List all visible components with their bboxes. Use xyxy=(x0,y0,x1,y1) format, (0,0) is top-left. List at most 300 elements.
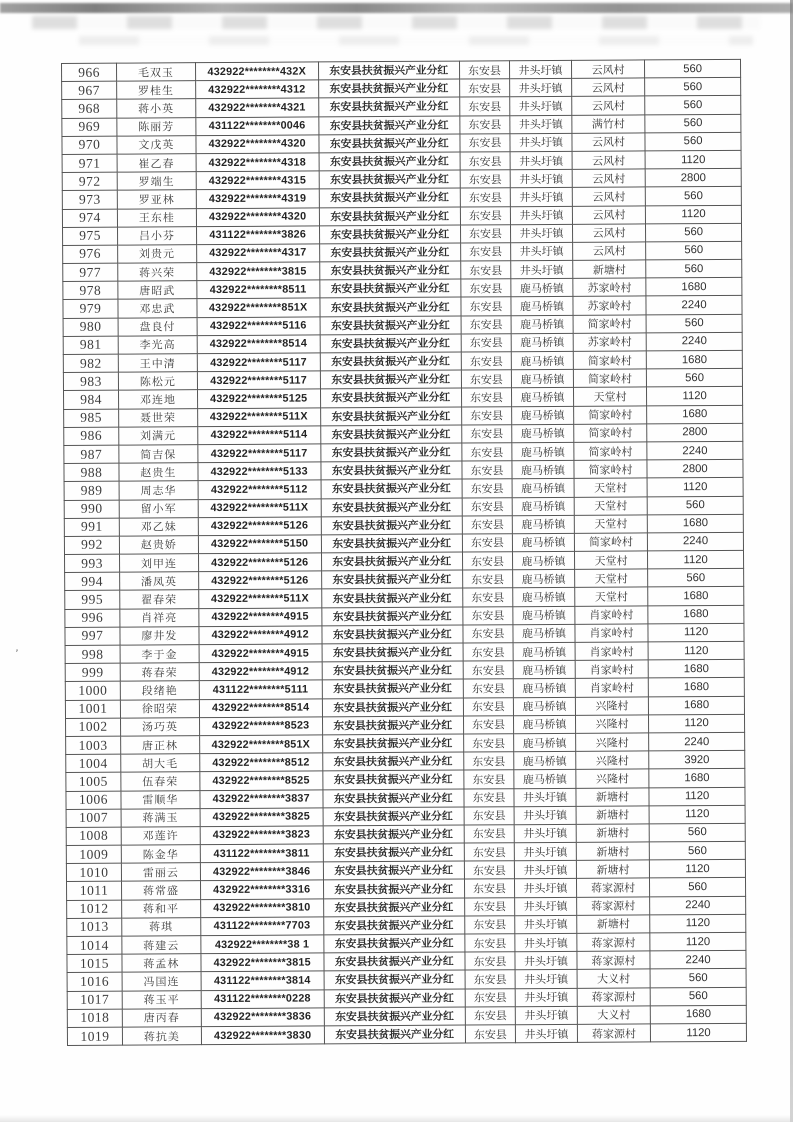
cell-village: 新塘村 xyxy=(576,806,649,825)
cell-county: 东安县 xyxy=(464,825,514,843)
cell-amount: 2800 xyxy=(647,459,743,478)
cell-row-number: 1006 xyxy=(66,791,121,810)
cell-town: 井头圩镇 xyxy=(510,133,572,152)
cell-village: 蒋家源村 xyxy=(576,878,649,897)
cell-name: 李光高 xyxy=(118,335,197,354)
cell-row-number: 996 xyxy=(65,609,120,628)
cell-amount: 1120 xyxy=(646,205,742,224)
cell-row-number: 1017 xyxy=(67,991,122,1010)
cell-amount: 560 xyxy=(646,314,742,333)
cell-row-number: 969 xyxy=(62,118,117,137)
cell-county: 东安县 xyxy=(461,315,511,333)
scan-artifact-top-streak xyxy=(0,3,793,13)
cell-village: 简家岭村 xyxy=(573,405,646,424)
cell-project-name: 东安县扶贫振兴产业分红 xyxy=(322,752,463,771)
cell-name: 吕小芬 xyxy=(117,226,196,245)
cell-county: 东安县 xyxy=(463,697,513,715)
cell-project-name: 东安县扶贫振兴产业分红 xyxy=(318,97,459,116)
cell-name: 王东桂 xyxy=(117,208,196,227)
cell-village: 兴隆村 xyxy=(575,715,648,734)
cell-county: 东安县 xyxy=(460,152,510,170)
cell-id-number: 432922********5150 xyxy=(198,535,321,554)
cell-town: 井头圩镇 xyxy=(510,97,572,116)
cell-name: 陈松元 xyxy=(118,372,197,391)
cell-village: 云风村 xyxy=(571,78,644,97)
cell-row-number: 978 xyxy=(63,281,118,300)
cell-town: 鹿马桥镇 xyxy=(513,661,575,680)
cell-id-number: 432922********4320 xyxy=(196,207,319,226)
cell-town: 井头圩镇 xyxy=(510,60,572,79)
cell-name: 徐昭荣 xyxy=(120,699,199,718)
cell-county: 东安县 xyxy=(463,588,513,606)
cell-amount: 1680 xyxy=(649,769,745,788)
cell-row-number: 975 xyxy=(63,227,118,246)
cell-county: 东安县 xyxy=(461,261,511,279)
cell-row-number: 991 xyxy=(64,518,119,537)
cell-id-number: 431122********0228 xyxy=(201,989,324,1008)
cell-county: 东安县 xyxy=(460,243,510,261)
cell-town: 井头圩镇 xyxy=(515,988,577,1007)
cell-name: 王中清 xyxy=(118,354,197,373)
cell-village: 蒋家源村 xyxy=(576,897,649,916)
cell-row-number: 1018 xyxy=(67,1009,122,1028)
cell-project-name: 东安县扶贫振兴产业分红 xyxy=(322,698,463,717)
cell-row-number: 1016 xyxy=(67,973,122,992)
cell-row-number: 993 xyxy=(65,554,120,573)
cell-county: 东安县 xyxy=(464,897,514,915)
cell-row-number: 988 xyxy=(64,463,119,482)
cell-project-name: 东安县扶贫振兴产业分红 xyxy=(324,952,465,971)
cell-name: 周志华 xyxy=(119,481,198,500)
cell-amount: 560 xyxy=(646,259,742,278)
cell-village: 兴隆村 xyxy=(575,696,648,715)
cell-name: 蒋玉平 xyxy=(122,990,201,1009)
cell-id-number: 432922********3825 xyxy=(200,808,323,827)
cell-village: 兴隆村 xyxy=(575,733,648,752)
cell-amount: 1680 xyxy=(650,1005,746,1024)
cell-county: 东安县 xyxy=(464,843,514,861)
cell-county: 东安县 xyxy=(462,461,512,479)
cell-project-name: 东安县扶贫振兴产业分红 xyxy=(320,334,461,353)
cell-project-name: 东安县扶贫振兴产业分红 xyxy=(323,898,464,917)
cell-village: 天堂村 xyxy=(574,478,647,497)
cell-town: 鹿马桥镇 xyxy=(512,533,574,552)
cell-amount: 1120 xyxy=(648,623,744,642)
cell-name: 唐正林 xyxy=(121,736,200,755)
cell-row-number: 982 xyxy=(63,354,118,373)
cell-county: 东安县 xyxy=(465,952,515,970)
cell-amount: 1120 xyxy=(649,714,745,733)
cell-county: 东安县 xyxy=(460,134,510,152)
cell-id-number: 432922********3815 xyxy=(201,953,324,972)
cell-village: 简家岭村 xyxy=(574,442,647,461)
cell-town: 鹿马桥镇 xyxy=(513,679,575,698)
cell-village: 天堂村 xyxy=(574,569,647,588)
cell-village: 苏家岭村 xyxy=(573,333,646,352)
cell-county: 东安县 xyxy=(460,170,510,188)
cell-project-name: 东安县扶贫振兴产业分红 xyxy=(323,879,464,898)
cell-amount: 560 xyxy=(649,823,745,842)
cell-county: 东安县 xyxy=(463,606,513,624)
cell-row-number: 976 xyxy=(63,245,118,264)
cell-amount: 560 xyxy=(645,132,741,151)
cell-project-name: 东安县扶贫振兴产业分红 xyxy=(320,407,461,426)
cell-town: 井头圩镇 xyxy=(511,260,573,279)
cell-id-number: 432922********4320 xyxy=(196,135,319,154)
cell-county: 东安县 xyxy=(462,443,512,461)
cell-project-name: 东安县扶贫振兴产业分红 xyxy=(319,261,460,280)
cell-project-name: 东安县扶贫振兴产业分红 xyxy=(319,170,460,189)
cell-name: 文戊英 xyxy=(117,135,196,154)
cell-row-number: 967 xyxy=(62,81,117,100)
cell-town: 鹿马桥镇 xyxy=(512,424,574,443)
cell-amount: 1120 xyxy=(645,150,741,169)
cell-town: 鹿马桥镇 xyxy=(511,370,573,389)
cell-row-number: 1001 xyxy=(65,700,120,719)
cell-id-number: 432922********4912 xyxy=(199,626,322,645)
cell-row-number: 1005 xyxy=(66,772,121,791)
cell-project-name: 东安县扶贫振兴产业分红 xyxy=(320,443,461,462)
cell-id-number: 432922********8511 xyxy=(197,280,320,299)
cell-town: 井头圩镇 xyxy=(514,861,576,880)
cell-name: 雷顺华 xyxy=(121,790,200,809)
cell-village: 蒋家源村 xyxy=(577,933,650,952)
cell-project-name: 东安县扶贫振兴产业分红 xyxy=(323,789,464,808)
cell-name: 毛双玉 xyxy=(116,63,195,82)
cell-county: 东安县 xyxy=(463,643,513,661)
cell-id-number: 432922********4915 xyxy=(199,644,322,663)
cell-town: 井头圩镇 xyxy=(511,224,573,243)
cell-id-number: 432922********5117 xyxy=(197,371,320,390)
cell-county: 东安县 xyxy=(464,752,514,770)
cell-amount: 560 xyxy=(650,878,746,897)
cell-name: 蒋抗美 xyxy=(122,1027,201,1046)
cell-name: 汤巧英 xyxy=(120,717,199,736)
cell-id-number: 432922********4315 xyxy=(196,171,319,190)
cell-town: 井头圩镇 xyxy=(515,1024,577,1043)
cell-town: 鹿马桥镇 xyxy=(511,297,573,316)
cell-project-name: 东安县扶贫振兴产业分红 xyxy=(322,734,463,753)
cell-village: 天堂村 xyxy=(573,387,646,406)
cell-project-name: 东安县扶贫振兴产业分红 xyxy=(319,279,460,298)
cell-name: 蒋兴荣 xyxy=(118,263,197,282)
cell-amount: 1120 xyxy=(651,1023,747,1042)
cell-county: 东安县 xyxy=(461,406,511,424)
cell-row-number: 980 xyxy=(63,318,118,337)
cell-town: 井头圩镇 xyxy=(510,115,572,134)
cell-village: 云风村 xyxy=(572,96,645,115)
cell-id-number: 432922********4321 xyxy=(195,98,318,117)
cell-town: 井头圩镇 xyxy=(515,933,577,952)
cell-county: 东安县 xyxy=(465,988,515,1006)
cell-project-name: 东安县扶贫振兴产业分红 xyxy=(322,679,463,698)
cell-amount: 2240 xyxy=(646,332,742,351)
cell-amount: 1120 xyxy=(647,478,743,497)
cell-town: 鹿马桥镇 xyxy=(512,497,574,516)
cell-id-number: 432922********8523 xyxy=(199,717,322,736)
cell-project-name: 东安县扶贫振兴产业分红 xyxy=(323,807,464,826)
cell-amount: 2240 xyxy=(647,441,743,460)
cell-town: 井头圩镇 xyxy=(510,79,572,98)
scan-artifact-left-mark: ’ xyxy=(13,647,19,661)
cell-id-number: 432922********4319 xyxy=(196,189,319,208)
cell-village: 简家岭村 xyxy=(574,424,647,443)
cell-name: 盘良付 xyxy=(118,317,197,336)
cell-row-number: 1012 xyxy=(67,900,122,919)
cell-village: 简家岭村 xyxy=(574,460,647,479)
cell-amount: 560 xyxy=(650,987,746,1006)
cell-village: 肖家岭村 xyxy=(575,642,648,661)
cell-id-number: 432922********3810 xyxy=(200,899,323,918)
cell-amount: 560 xyxy=(649,841,745,860)
cell-row-number: 1010 xyxy=(66,863,121,882)
cell-row-number: 990 xyxy=(64,500,119,519)
cell-id-number: 432922********8514 xyxy=(197,335,320,354)
cell-name: 李于金 xyxy=(120,645,199,664)
cell-id-number: 432922********5126 xyxy=(198,517,321,536)
cell-village: 天堂村 xyxy=(575,587,648,606)
cell-project-name: 东安县扶贫振兴产业分红 xyxy=(322,661,463,680)
cell-amount: 3920 xyxy=(649,750,745,769)
cell-town: 鹿马桥镇 xyxy=(512,515,574,534)
cell-name: 蒋建云 xyxy=(122,936,201,955)
cell-project-name: 东安县扶贫振兴产业分红 xyxy=(324,1007,465,1026)
cell-village: 云风村 xyxy=(572,133,645,152)
cell-id-number: 431122********7703 xyxy=(200,917,323,936)
cell-amount: 560 xyxy=(646,241,742,260)
cell-county: 东安县 xyxy=(462,534,512,552)
cell-village: 云风村 xyxy=(572,205,645,224)
cell-row-number: 977 xyxy=(63,263,118,282)
cell-project-name: 东安县扶贫振兴产业分红 xyxy=(323,934,464,953)
cell-project-name: 东安县扶贫振兴产业分红 xyxy=(324,1025,465,1044)
cell-row-number: 987 xyxy=(64,445,119,464)
cell-town: 鹿马桥镇 xyxy=(512,406,574,425)
cell-id-number: 432922********4312 xyxy=(195,80,318,99)
cell-village: 云风村 xyxy=(571,60,644,79)
cell-village: 简家岭村 xyxy=(574,533,647,552)
table-row xyxy=(67,1023,746,1045)
cell-row-number: 970 xyxy=(62,136,117,155)
cell-row-number: 1015 xyxy=(67,954,122,973)
cell-name: 陈丽芳 xyxy=(117,117,196,136)
cell-project-name: 东安县扶贫振兴产业分红 xyxy=(318,79,459,98)
cell-row-number: 984 xyxy=(64,391,119,410)
cell-town: 井头圩镇 xyxy=(514,824,576,843)
cell-county: 东安县 xyxy=(463,734,513,752)
cell-project-name: 东安县扶贫振兴产业分红 xyxy=(321,607,462,626)
cell-county: 东安县 xyxy=(462,497,512,515)
cell-village: 天堂村 xyxy=(574,496,647,515)
cell-row-number: 997 xyxy=(65,627,120,646)
cell-project-name: 东安县扶贫振兴产业分红 xyxy=(320,388,461,407)
cell-name: 聂世荣 xyxy=(119,408,198,427)
cell-id-number: 432922********4915 xyxy=(199,608,322,627)
cell-name: 崔乙春 xyxy=(117,154,196,173)
cell-project-name: 东安县扶贫振兴产业分红 xyxy=(320,370,461,389)
cell-village: 新塘村 xyxy=(576,787,649,806)
cell-town: 鹿马桥镇 xyxy=(512,460,574,479)
cell-name: 胡大毛 xyxy=(121,754,200,773)
cell-county: 东安县 xyxy=(459,79,509,97)
cell-county: 东安县 xyxy=(460,188,510,206)
cell-village: 肖家岭村 xyxy=(575,660,648,679)
cell-village: 新塘村 xyxy=(576,824,649,843)
table-body xyxy=(62,59,747,1045)
cell-name: 留小军 xyxy=(119,499,198,518)
cell-village: 云风村 xyxy=(572,224,645,243)
cell-row-number: 1002 xyxy=(66,718,121,737)
cell-amount: 1680 xyxy=(646,278,742,297)
cell-row-number: 989 xyxy=(64,481,119,500)
cell-id-number: 432922********5114 xyxy=(197,426,320,445)
cell-project-name: 东安县扶贫振兴产业分红 xyxy=(321,552,462,571)
cell-name: 肖祥亮 xyxy=(120,608,199,627)
cell-row-number: 1014 xyxy=(67,936,122,955)
cell-id-number: 432922********511X xyxy=(197,407,320,426)
cell-county: 东安县 xyxy=(460,97,510,115)
cell-amount: 1680 xyxy=(649,696,745,715)
cell-name: 翟春荣 xyxy=(120,590,199,609)
cell-village: 肖家岭村 xyxy=(575,678,648,697)
cell-id-number: 431122********3826 xyxy=(196,226,319,245)
cell-town: 鹿马桥镇 xyxy=(512,442,574,461)
cell-row-number: 994 xyxy=(65,572,120,591)
cell-village: 简家岭村 xyxy=(573,351,646,370)
cell-row-number: 986 xyxy=(64,427,119,446)
cell-county: 东安县 xyxy=(463,625,513,643)
cell-project-name: 东安县扶贫振兴产业分红 xyxy=(322,643,463,662)
cell-town: 井头圩镇 xyxy=(510,151,572,170)
cell-town: 井头圩镇 xyxy=(511,242,573,261)
cell-project-name: 东安县扶贫振兴产业分红 xyxy=(320,297,461,316)
cell-amount: 1680 xyxy=(647,405,743,424)
cell-id-number: 432922********5125 xyxy=(197,389,320,408)
cell-county: 东安县 xyxy=(465,1006,515,1024)
cell-town: 鹿马桥镇 xyxy=(514,733,576,752)
cell-project-name: 东安县扶贫振兴产业分红 xyxy=(321,588,462,607)
cell-county: 东安县 xyxy=(464,879,514,897)
cell-id-number: 432922********851X xyxy=(197,298,320,317)
cell-village: 蒋家源村 xyxy=(577,1024,650,1043)
cell-id-number: 432922********851X xyxy=(199,735,322,754)
cell-town: 鹿马桥镇 xyxy=(513,642,575,661)
cell-county: 东安县 xyxy=(463,661,513,679)
cell-project-name: 东安县扶贫振兴产业分红 xyxy=(321,516,462,535)
cell-county: 东安县 xyxy=(461,334,511,352)
cell-row-number: 1009 xyxy=(66,845,121,864)
cell-project-name: 东安县扶贫振兴产业分红 xyxy=(319,207,460,226)
cell-amount: 2800 xyxy=(645,168,741,187)
cell-row-number: 974 xyxy=(62,209,117,228)
cell-county: 东安县 xyxy=(462,552,512,570)
cell-amount: 560 xyxy=(650,969,746,988)
cell-id-number: 432922********3823 xyxy=(200,826,323,845)
cell-name: 邓忠武 xyxy=(118,299,197,318)
cell-project-name: 东安县扶贫振兴产业分红 xyxy=(322,716,463,735)
cell-amount: 560 xyxy=(647,369,743,388)
cell-row-number: 1007 xyxy=(66,809,121,828)
cell-amount: 560 xyxy=(645,59,741,78)
cell-town: 井头圩镇 xyxy=(510,206,572,225)
cell-town: 井头圩镇 xyxy=(515,915,577,934)
cell-county: 东安县 xyxy=(462,570,512,588)
cell-town: 井头圩镇 xyxy=(514,842,576,861)
cell-village: 云风村 xyxy=(572,242,645,261)
cell-id-number: 432922********8514 xyxy=(199,698,322,717)
cell-town: 鹿马桥镇 xyxy=(513,551,575,570)
cell-id-number: 431122********0046 xyxy=(196,116,319,135)
cell-village: 满竹村 xyxy=(572,114,645,133)
cell-county: 东安县 xyxy=(462,425,512,443)
cell-id-number: 431122********3814 xyxy=(201,971,324,990)
cell-project-name: 东安县扶贫振兴产业分红 xyxy=(320,352,461,371)
cell-town: 井头圩镇 xyxy=(515,1006,577,1025)
cell-project-name: 东安县扶贫振兴产业分红 xyxy=(319,225,460,244)
cell-village: 新塘村 xyxy=(577,915,650,934)
cell-id-number: 432922********5126 xyxy=(198,553,321,572)
cell-name: 蒋和平 xyxy=(122,899,201,918)
cell-town: 鹿马桥镇 xyxy=(513,606,575,625)
cell-amount: 2240 xyxy=(649,732,745,751)
cell-county: 东安县 xyxy=(460,206,510,224)
cell-id-number: 432922********3316 xyxy=(200,880,323,899)
cell-county: 东安县 xyxy=(461,388,511,406)
cell-village: 兴隆村 xyxy=(576,769,649,788)
cell-row-number: 1000 xyxy=(65,682,120,701)
cell-village: 肖家岭村 xyxy=(575,606,648,625)
cell-id-number: 432922********511X xyxy=(198,589,321,608)
cell-project-name: 东安县扶贫振兴产业分红 xyxy=(323,861,464,880)
cell-name: 蒋琪 xyxy=(122,917,201,936)
cell-name: 冯国连 xyxy=(122,972,201,991)
cell-amount: 1120 xyxy=(647,387,743,406)
cell-project-name: 东安县扶贫振兴产业分红 xyxy=(321,461,462,480)
cell-id-number: 432922********4318 xyxy=(196,153,319,172)
cell-town: 井头圩镇 xyxy=(515,897,577,916)
cell-amount: 2240 xyxy=(648,532,744,551)
cell-project-name: 东安县扶贫振兴产业分红 xyxy=(323,916,464,935)
cell-name: 邓莲许 xyxy=(121,827,200,846)
cell-town: 鹿马桥镇 xyxy=(511,279,573,298)
cell-village: 肖家岭村 xyxy=(575,624,648,643)
cell-amount: 560 xyxy=(646,223,742,242)
scan-artifact-top-smudge xyxy=(32,16,762,29)
cell-name: 邓乙妹 xyxy=(119,517,198,536)
cell-town: 鹿马桥镇 xyxy=(511,351,573,370)
cell-name: 陈金华 xyxy=(121,845,200,864)
cell-id-number: 432922********5117 xyxy=(198,444,321,463)
cell-row-number: 1004 xyxy=(66,754,121,773)
cell-town: 鹿马桥镇 xyxy=(513,570,575,589)
cell-id-number: 432922********38 1 xyxy=(201,935,324,954)
cell-amount: 1680 xyxy=(648,587,744,606)
cell-name: 罗亚林 xyxy=(117,190,196,209)
cell-row-number: 979 xyxy=(63,300,118,319)
cell-town: 鹿马桥镇 xyxy=(514,715,576,734)
cell-project-name: 东安县扶贫振兴产业分红 xyxy=(319,243,460,262)
cell-village: 新塘村 xyxy=(576,860,649,879)
cell-row-number: 968 xyxy=(62,100,117,119)
cell-project-name: 东安县扶贫振兴产业分红 xyxy=(321,498,462,517)
cell-name: 赵贵生 xyxy=(119,463,198,482)
cell-county: 东安县 xyxy=(461,279,511,297)
cell-village: 简家岭村 xyxy=(573,369,646,388)
cell-county: 东安县 xyxy=(460,115,510,133)
cell-row-number: 981 xyxy=(63,336,118,355)
cell-project-name: 东安县扶贫振兴产业分红 xyxy=(322,770,463,789)
cell-row-number: 973 xyxy=(62,190,117,209)
